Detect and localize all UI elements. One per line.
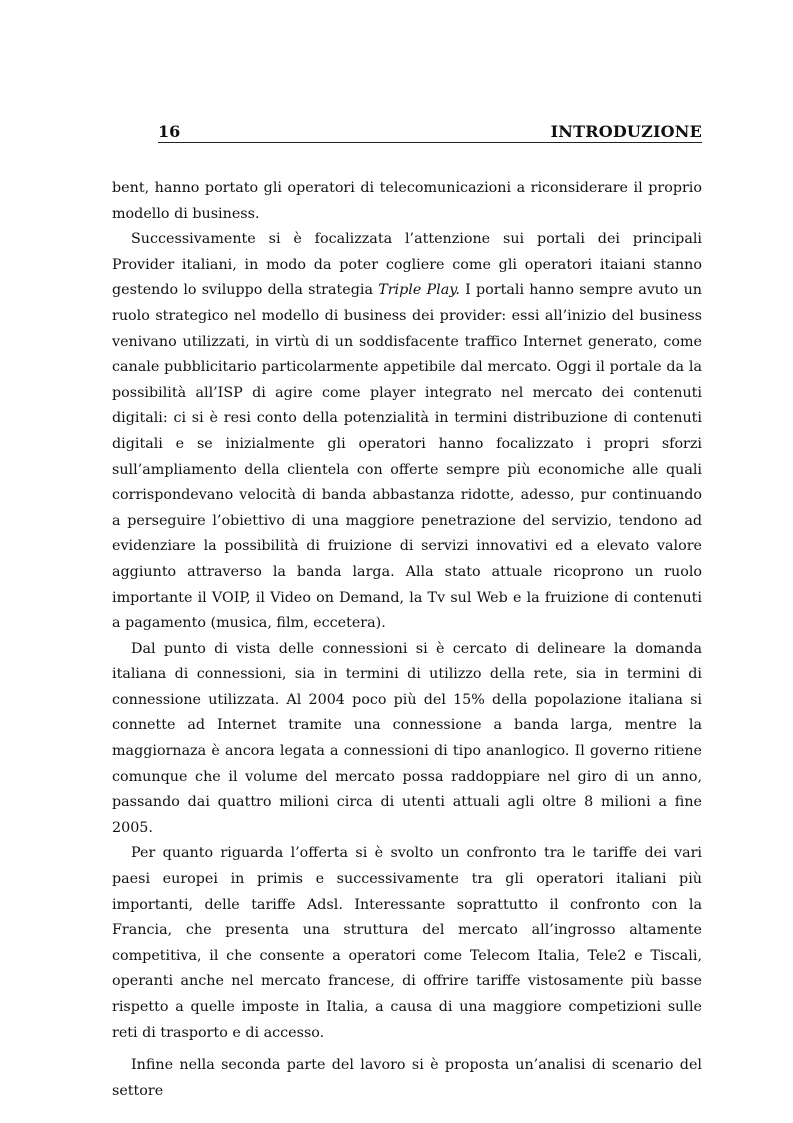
paragraph-text: bent, hanno portato gli operatori di telecomunicazioni a riconsiderare il proprio modello di business. (112, 180, 702, 222)
body-text (112, 176, 702, 1104)
paragraph-text: Per quanto riguarda l’offerta si è svolto un confronto tra le tariffe dei vari paesi europei in primis e successivamente tra gli operatori italiani più importanti, delle tariffe Adsl. Interessante soprattutto il confronto con la Francia, che presenta una struttura del mercato all’ingrosso altamente competitiva, il che consente a operatori come Telecom Italia, Tele2 e Tiscali, operanti anche nel mercato francese, di offrire tariffe vistosamente più basse rispetto a quelle imposte in Italia, a causa di una maggiore competizioni sulle reti di trasporto e di accesso. (112, 845, 702, 1041)
paragraph-final (112, 1053, 702, 1104)
emphasis-triple-play: Triple Play. (378, 282, 460, 299)
paragraph-continuation (112, 176, 702, 227)
paragraph-connections (112, 637, 702, 842)
paragraph-text-before: Successivamente si è focalizzata l’attenzione sui portali dei principali Provider italiani, in modo da poter cogliere come gli operatori itaiani stanno gestendo lo sviluppo della strategia (112, 231, 702, 299)
page-header (158, 120, 702, 143)
paragraph-text: Dal punto di vista delle connessioni si è cercato di delineare la domanda italiana di connessioni, sia in termini di utilizzo della rete, sia in termini di connessione utilizzata. Al 2004 poco più del 15% della popolazione italiana si connette ad Internet tramite una connessione a banda larga, mentre la maggiornaza è ancora legata a connessioni di tipo ananlogico. Il governo ritiene comunque che il volume del mercato possa raddoppiare nel giro di un anno, passando dai quattro milioni circa di utenti attuali agli oltre 8 milioni a fine 2005. (112, 640, 702, 836)
chapter-title: INTRODUZIONE (550, 122, 702, 141)
paragraph-offer (112, 841, 702, 1046)
paragraph-text-after: I portali hanno sempre avuto un ruolo strategico nel modello di business dei provider: essi all’inizio del business venivano utilizzati, in virtù di un soddisfacente traffico Internet generato, come canale pubblicitario particolarmente appetibile dal mercato. Oggi il portale da la possibilità all’ISP di agire come player integrato nel mercato dei contenuti digitali: ci si è resi conto della potenzialità in termini distribuzione di contenuti digitali e se inizialmente gli operatori hanno focalizzato i propri sforzi sull’ampliamento della clientela con offerte sempre più economiche alle quali corrispondevano velocità di banda abbastanza ridotte, adesso, pur continuando a perseguire l’obiettivo di una maggiore penetrazione del servizio, tendono ad evidenziare la possibilità di fruizione di servizi innovativi ed a elevato valore aggiunto attraverso la banda larga. Alla stato attuale ricoprono un ruolo importante il VOIP, il Video on Demand, la Tv sul Web e la fruizione di contenuti a pagamento (musica, film, eccetera). (112, 282, 702, 632)
paragraph-text: Infine nella seconda parte del lavoro si è proposta un’analisi di scenario del settore (112, 1057, 702, 1099)
page-number: 16 (158, 122, 181, 141)
paragraph-portals (112, 227, 702, 637)
